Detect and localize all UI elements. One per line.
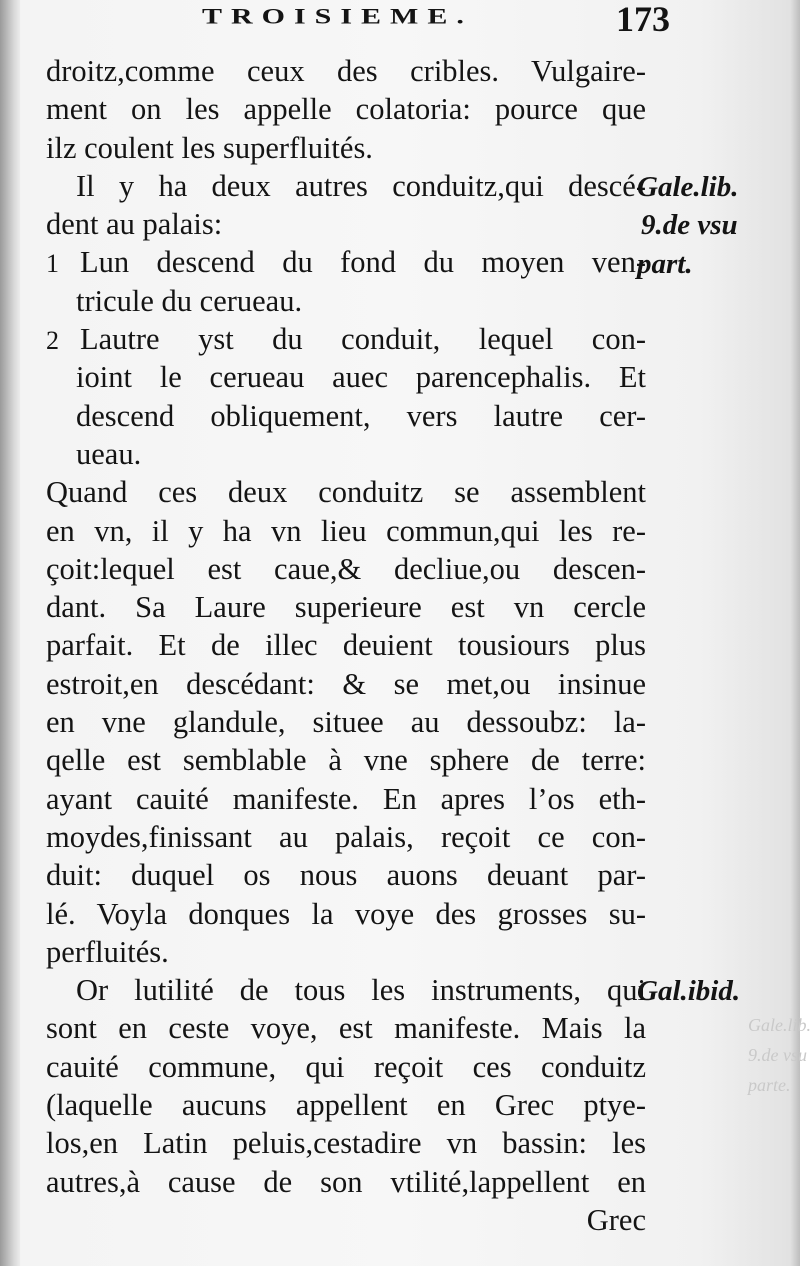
line-text: dant. Sa Laure superieure est vn cercle: [46, 590, 646, 625]
text-line: [46, 129, 646, 167]
line-text: ilz coulent les superfluités.: [46, 130, 373, 165]
margin-note-line: part.: [637, 247, 693, 280]
text-line: [46, 243, 646, 281]
text-line: [46, 1086, 646, 1124]
text-line: [46, 895, 646, 933]
text-line: [46, 1124, 646, 1162]
text-line: [46, 550, 646, 588]
line-text: perfluités.: [46, 934, 169, 969]
text-line: [46, 512, 646, 550]
text-line: [46, 320, 646, 358]
line-text: Or lutilité de tous les instruments, qui: [76, 973, 646, 1008]
line-text: (laquelle aucuns appellent en Grec ptye-: [46, 1088, 646, 1123]
line-text: parfait. Et de illec deuient tousiours plus: [46, 628, 646, 663]
bleed-through-line: Gale.lib.: [748, 1015, 811, 1035]
text-line: [46, 933, 646, 971]
line-text: dent au palais:: [46, 207, 223, 242]
margin-note-line: 9.de vsu: [641, 209, 738, 242]
text-line: [46, 1201, 646, 1239]
line-text: çoit:lequel est caue,& decliue,ou descen-: [46, 551, 646, 586]
line-text: ioint le cerueau auec parencephalis. Et: [76, 360, 646, 395]
text-line: [46, 588, 646, 626]
page-number: 173: [616, 0, 670, 39]
running-head: TROISIEME.: [202, 4, 473, 29]
line-text: los,en Latin peluis,cestadire vn bassin: les: [46, 1126, 646, 1161]
text-line: [46, 52, 646, 90]
line-text: lé. Voyla donques la voye des grosses su-: [46, 896, 646, 931]
text-line: [46, 626, 646, 664]
line-text: en vne glandule, situee au dessoubz: la-: [46, 705, 646, 740]
line-text: Grec: [586, 1202, 646, 1237]
text-line: [46, 818, 646, 856]
text-line: [46, 780, 646, 818]
line-text: Quand ces deux conduitz se assemblent: [46, 475, 646, 510]
line-text: Il y ha deux autres conduitz,qui descé-: [76, 168, 646, 203]
margin-note-galen-lib-9: [637, 168, 807, 283]
line-text: ueau.: [76, 436, 142, 471]
line-text: cauité commune, qui reçoit ces conduitz: [46, 1049, 646, 1084]
line-text: Lautre yst du conduit, lequel con-: [80, 322, 646, 357]
text-line: [46, 358, 646, 396]
bleed-through-line: 9.de vsu: [748, 1045, 807, 1065]
margin-notes: [637, 168, 807, 1007]
item-number: 1: [46, 249, 59, 279]
margin-note-line: Gale.lib.: [637, 171, 739, 203]
text-line: [46, 167, 646, 205]
text-line: [46, 1163, 646, 1201]
line-text: autres,à cause de son vtilité,lappellent en: [46, 1164, 646, 1199]
line-text: duit: duquel os nous auons deuant par-: [46, 858, 646, 893]
text-line: [46, 282, 646, 320]
line-text: ayant cauité manifeste. En apres l’os eth-: [46, 781, 646, 816]
text-line: [46, 665, 646, 703]
line-text: tricule du cerueau.: [76, 283, 303, 318]
line-text: droitz,comme ceux des cribles. Vulgaire-: [46, 54, 646, 88]
line-text: sont en ceste voye, est manifeste. Mais la: [46, 1011, 646, 1046]
text-line: [46, 1009, 646, 1047]
text-line: [46, 971, 646, 1009]
margin-note-galen-ibid: Gal.ibid.: [637, 975, 741, 1007]
text-line: [46, 741, 646, 779]
line-text: Lun descend du fond du moyen ven-: [80, 245, 646, 280]
book-binding-shadow: [0, 0, 20, 1266]
text-line: [46, 703, 646, 741]
line-text: moydes,finissant au palais, reçoit ce con-: [46, 819, 646, 854]
bleed-through-text: [748, 1010, 811, 1100]
bleed-through-line: parte.: [748, 1075, 791, 1095]
item-number: 2: [46, 326, 59, 356]
line-text: estroit,en descédant: & se met,ou insinue: [46, 666, 646, 701]
line-text: ment on les appelle colatoria: pource que: [46, 92, 646, 127]
line-text: qelle est semblable à vne sphere de terre:: [46, 743, 646, 778]
text-line: [46, 1048, 646, 1086]
page-header: [190, 0, 670, 44]
line-text: descend obliquement, vers lautre cer-: [76, 398, 646, 433]
text-line: [46, 856, 646, 894]
text-line: [46, 473, 646, 511]
main-text-block: [46, 52, 646, 1239]
text-line: [46, 435, 646, 473]
line-text: en vn, il y ha vn lieu commun,qui les re-: [46, 513, 646, 548]
text-line: [46, 397, 646, 435]
text-line: [46, 90, 646, 128]
text-line: [46, 205, 646, 243]
